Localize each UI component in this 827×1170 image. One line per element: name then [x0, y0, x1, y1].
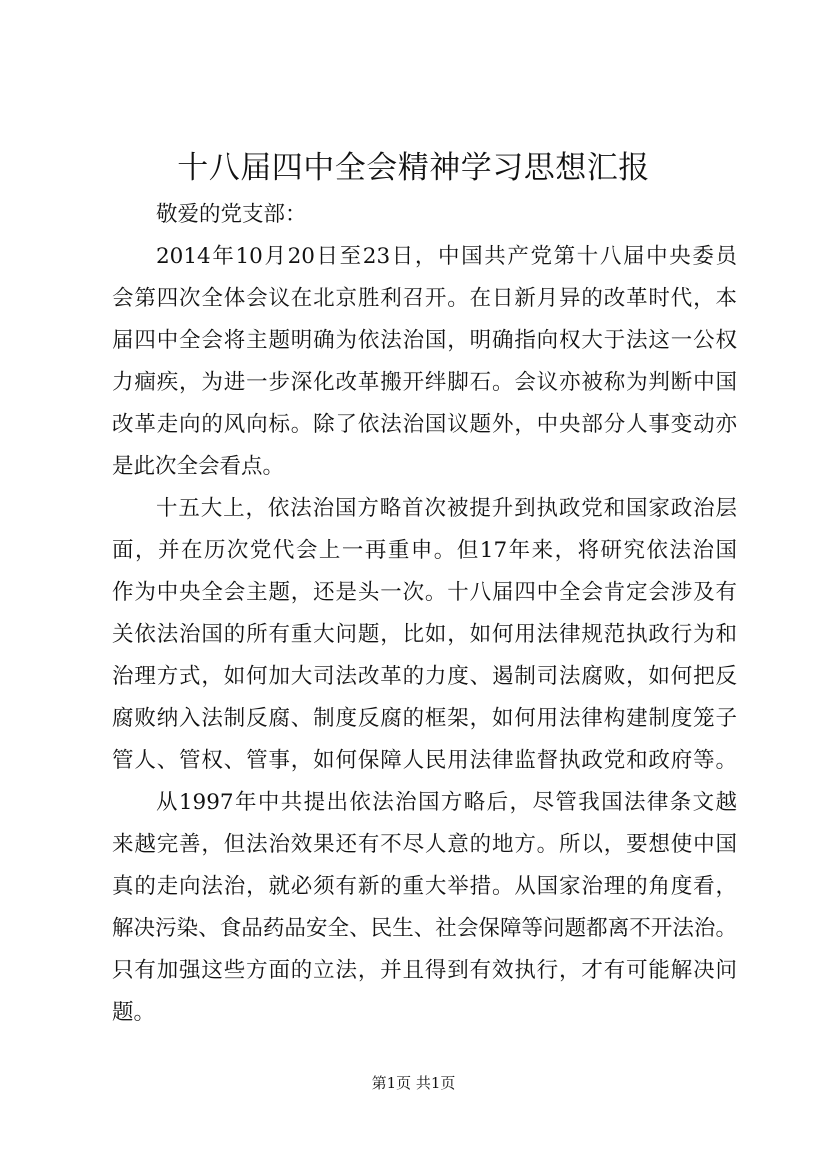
paragraph-3-line-6: 题。 [112, 1000, 156, 1025]
salutation: 敬爱的党支部： [156, 202, 307, 227]
paragraph-2-line-5: 治理方式，如何加大司法改革的力度、遏制司法腐败，如何把反 [112, 664, 737, 689]
paragraph-3-line-5: 只有加强这些方面的立法，并且得到有效执行，才有可能解决问 [112, 958, 737, 983]
paragraph-1-line-3: 届四中全会将主题明确为依法治国，明确指向权大于法这一公权 [112, 328, 737, 353]
paragraph-2-line-1: 十五大上，依法治国方略首次被提升到执政党和国家政治层 [156, 496, 737, 521]
paragraph-1-line-1: 2014年10月20日至23日，中国共产党第十八届中央委员 [156, 244, 737, 269]
paragraph-1-line-5: 改革走向的风向标。除了依法治国议题外，中央部分人事变动亦 [112, 412, 737, 437]
paragraph-2-line-2: 面，并在历次党代会上一再重申。但17年来，将研究依法治国 [112, 538, 737, 563]
paragraph-1-line-4: 力痼疾，为进一步深化改革搬开绊脚石。会议亦被称为判断中国 [112, 370, 737, 395]
paragraph-3-line-1: 从1997年中共提出依法治国方略后，尽管我国法律条文越 [156, 790, 737, 815]
paragraph-2-line-7: 管人、管权、管事，如何保障人民用法律监督执政党和政府等。 [112, 748, 737, 773]
page-footer: 第1页 共1页 [371, 1074, 456, 1092]
paragraph-3-line-3: 真的走向法治，就必须有新的重大举措。从国家治理的角度看， [112, 874, 737, 899]
paragraph-2-line-6: 腐败纳入法制反腐、制度反腐的框架，如何用法律构建制度笼子 [112, 706, 737, 731]
paragraph-2-line-4: 关依法治国的所有重大问题，比如，如何用法律规范执政行为和 [112, 622, 737, 647]
paragraph-1-line-2: 会第四次全体会议在北京胜利召开。在日新月异的改革时代，本 [112, 286, 737, 311]
document-body [112, 194, 737, 1034]
paragraph-1-line-6: 是此次全会看点。 [112, 454, 285, 479]
paragraph-3-line-2: 来越完善，但法治效果还有不尽人意的地方。所以，要想使中国 [112, 832, 737, 857]
document-title: 十八届四中全会精神学习思想汇报 [177, 150, 650, 186]
paragraph-3-line-4: 解决污染、食品药品安全、民生、社会保障等问题都离不开法治。 [112, 916, 737, 941]
paragraph-2-line-3: 作为中央全会主题，还是头一次。十八届四中全会肯定会涉及有 [112, 580, 737, 605]
